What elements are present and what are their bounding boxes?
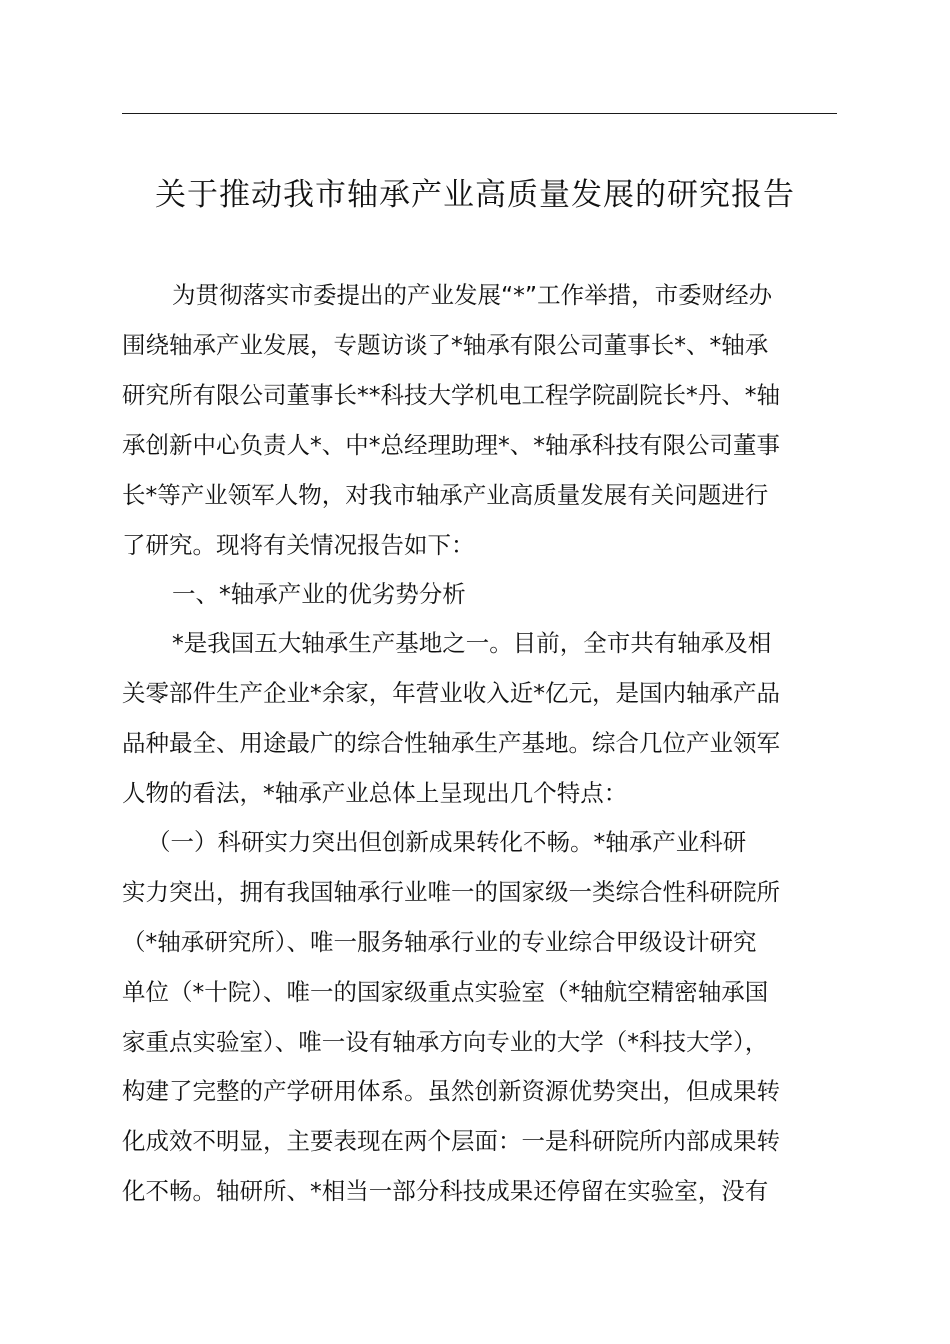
paragraph-line: 研究所有限公司董事长**科技大学机电工程学院副院长*丹、*轴 (122, 381, 780, 409)
paragraph-line: 化成效不明显，主要表现在两个层面：一是科研院所内部成果转 (122, 1127, 780, 1155)
paragraph-line: 单位（*十院）、唯一的国家级重点实验室（*轴航空精密轴承国 (122, 978, 769, 1006)
paragraph-line: 实力突出，拥有我国轴承行业唯一的国家级一类综合性科研院所 (122, 878, 780, 906)
paragraph-line: （*轴承研究所）、唯一服务轴承行业的专业综合甲级设计研究 (122, 928, 757, 956)
document-title: 关于推动我市轴承产业高质量发展的研究报告 (155, 177, 795, 213)
paragraph-line: 化不畅。轴研所、*相当一部分科技成果还停留在实验室，没有 (122, 1177, 769, 1205)
paragraph-line: 长*等产业领军人物，对我市轴承产业高质量发展有关问题进行 (122, 481, 769, 509)
paragraph-line: 为贯彻落实市委提出的产业发展“*”工作举措，市委财经办 (172, 281, 773, 309)
paragraph-line: 关零部件生产企业*余家，年营业收入近*亿元，是国内轴承产品 (122, 679, 780, 707)
paragraph-line: 围绕轴承产业发展，专题访谈了*轴承有限公司董事长*、*轴承 (122, 331, 769, 359)
subsection-line: （一）科研实力突出但创新成果转化不畅。*轴承产业科研 (147, 828, 747, 856)
paragraph-line: 了研究。现将有关情况报告如下： (122, 531, 475, 559)
section-heading: 一、*轴承产业的优劣势分析 (172, 580, 466, 608)
paragraph-line: 人物的看法，*轴承产业总体上呈现出几个特点： (122, 779, 628, 807)
paragraph-line: *是我国五大轴承生产基地之一。目前，全市共有轴承及相 (172, 629, 772, 657)
paragraph-line: 承创新中心负责人*、中*总经理助理*、*轴承科技有限公司董事 (122, 431, 780, 459)
paragraph-line: 品种最全、用途最广的综合性轴承生产基地。综合几位产业领军 (122, 729, 780, 757)
header-rule (122, 113, 837, 114)
paragraph-line: 家重点实验室）、唯一设有轴承方向专业的大学（*科技大学）， (122, 1028, 769, 1056)
paragraph-line: 构建了完整的产学研用体系。虽然创新资源优势突出，但成果转 (122, 1077, 780, 1105)
